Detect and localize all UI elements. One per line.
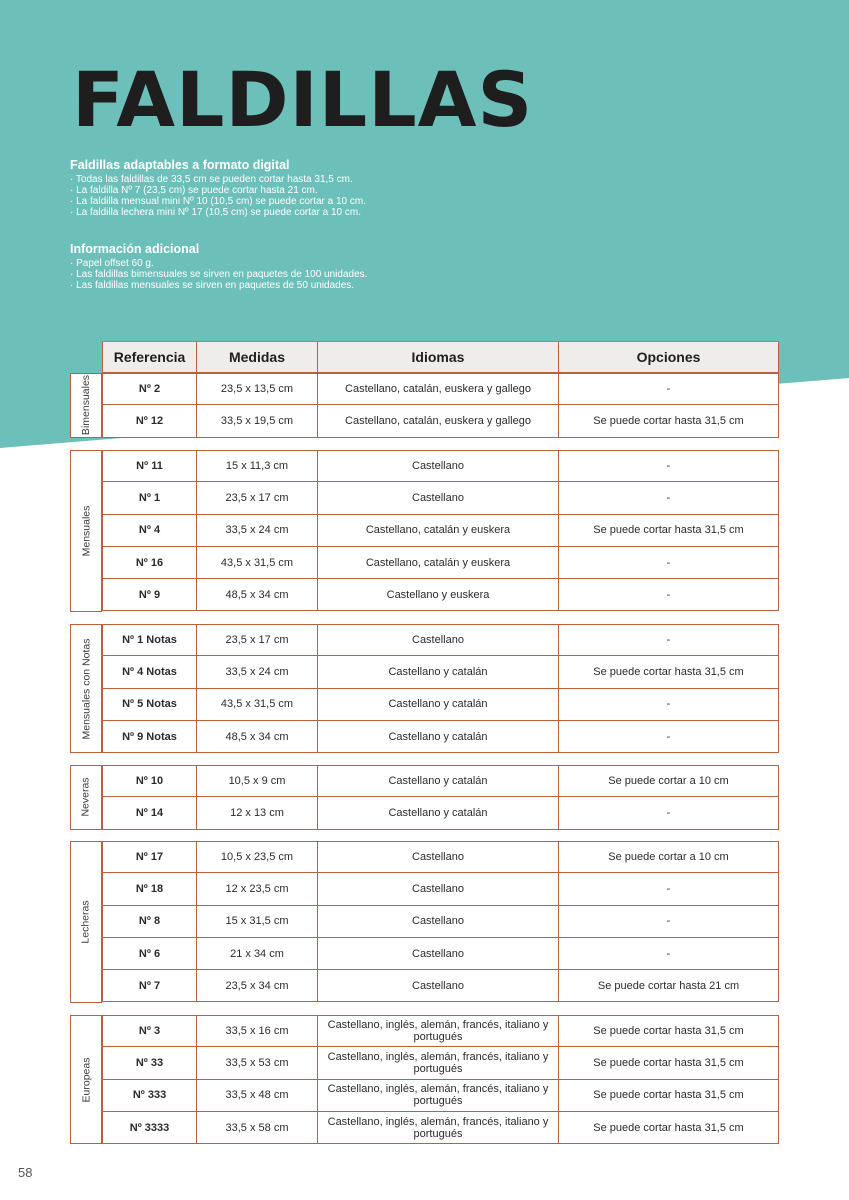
group-rows (102, 765, 779, 830)
info-digital-item: · La faldilla Nº 7 (23,5 cm) se puede cortar hasta 21 cm. (70, 185, 318, 196)
group-label-text: Mensuales con Notas (80, 638, 93, 740)
table-row (102, 450, 779, 482)
cell-medidas: 43,5 x 31,5 cm (196, 547, 317, 578)
cell-medidas: 48,5 x 34 cm (196, 721, 317, 752)
table-row (102, 656, 779, 688)
cell-medidas: 33,5 x 58 cm (196, 1112, 317, 1143)
group-label-text: Lecheras (80, 900, 93, 944)
cell-referencia: Nº 1 (102, 482, 196, 513)
cell-opciones: - (558, 721, 779, 752)
cell-idiomas: Castellano, inglés, alemán, francés, italiano y portugués (317, 1016, 558, 1046)
cell-medidas: 48,5 x 34 cm (196, 579, 317, 610)
cell-idiomas: Castellano, catalán, euskera y gallego (317, 405, 558, 436)
cell-medidas: 23,5 x 17 cm (196, 625, 317, 655)
cell-referencia: Nº 14 (102, 797, 196, 828)
page-number: 58 (18, 1165, 33, 1180)
group-label (70, 624, 102, 753)
table-row (102, 797, 779, 829)
cell-referencia: Nº 1 Notas (102, 625, 196, 655)
cell-idiomas: Castellano y catalán (317, 797, 558, 828)
cell-medidas: 21 x 34 cm (196, 938, 317, 969)
cell-opciones: - (558, 906, 779, 937)
table-row (102, 1015, 779, 1047)
info-digital-item: · Todas las faldillas de 33,5 cm se pueden cortar hasta 31,5 cm. (70, 174, 353, 185)
group-rows (102, 624, 779, 753)
group-label (70, 450, 102, 612)
table-row (102, 873, 779, 905)
cell-medidas: 15 x 31,5 cm (196, 906, 317, 937)
info-additional-item: · Papel offset 60 g. (70, 258, 154, 269)
table-group (70, 450, 779, 612)
table-row (102, 579, 779, 611)
cell-referencia: Nº 10 (102, 766, 196, 796)
table-row (102, 482, 779, 514)
group-rows (102, 841, 779, 1002)
cell-medidas: 33,5 x 16 cm (196, 1016, 317, 1046)
cell-idiomas: Castellano, inglés, alemán, francés, italiano y portugués (317, 1047, 558, 1078)
cell-idiomas: Castellano (317, 906, 558, 937)
cell-opciones: - (558, 938, 779, 969)
cell-medidas: 23,5 x 17 cm (196, 482, 317, 513)
cell-opciones: Se puede cortar hasta 31,5 cm (558, 1047, 779, 1078)
group-label (70, 841, 102, 1003)
cell-referencia: Nº 18 (102, 873, 196, 904)
cell-idiomas: Castellano (317, 482, 558, 513)
cell-medidas: 12 x 23,5 cm (196, 873, 317, 904)
cell-idiomas: Castellano, catalán y euskera (317, 515, 558, 546)
info-digital-heading: Faldillas adaptables a formato digital (70, 158, 290, 172)
cell-medidas: 10,5 x 9 cm (196, 766, 317, 796)
cell-medidas: 10,5 x 23,5 cm (196, 842, 317, 872)
table-row (102, 1112, 779, 1144)
group-label-text: Neveras (80, 777, 93, 817)
cell-idiomas: Castellano y catalán (317, 656, 558, 687)
table-group (70, 1015, 779, 1144)
table-row (102, 938, 779, 970)
cell-opciones: Se puede cortar hasta 31,5 cm (558, 1016, 779, 1046)
table-row (102, 970, 779, 1002)
cell-idiomas: Castellano (317, 625, 558, 655)
group-label-text: Europeas (80, 1057, 93, 1103)
cell-referencia: Nº 6 (102, 938, 196, 969)
table-row (102, 906, 779, 938)
cell-opciones: Se puede cortar hasta 31,5 cm (558, 1112, 779, 1143)
table-group (70, 841, 779, 1003)
cell-idiomas: Castellano, inglés, alemán, francés, italiano y portugués (317, 1080, 558, 1111)
cell-opciones: Se puede cortar a 10 cm (558, 842, 779, 872)
page-title: FALDILLAS (72, 55, 534, 144)
info-additional-section (70, 242, 590, 291)
table-group (70, 765, 779, 830)
group-label (70, 765, 102, 830)
cell-referencia: Nº 3 (102, 1016, 196, 1046)
table-group (70, 624, 779, 753)
cell-referencia: Nº 333 (102, 1080, 196, 1111)
info-additional-list (70, 258, 590, 291)
cell-referencia: Nº 2 (102, 374, 196, 404)
cell-idiomas: Castellano y catalán (317, 689, 558, 720)
cell-medidas: 12 x 13 cm (196, 797, 317, 828)
table-row (102, 624, 779, 656)
info-digital-item: · La faldilla lechera mini Nº 17 (10,5 cm) se puede cortar a 10 cm. (70, 207, 362, 218)
cell-referencia: Nº 12 (102, 405, 196, 436)
cell-medidas: 23,5 x 34 cm (196, 970, 317, 1001)
group-label (70, 1015, 102, 1144)
cell-referencia: Nº 5 Notas (102, 689, 196, 720)
cell-referencia: Nº 8 (102, 906, 196, 937)
cell-medidas: 33,5 x 24 cm (196, 515, 317, 546)
table-row (102, 515, 779, 547)
cell-medidas: 23,5 x 13,5 cm (196, 374, 317, 404)
cell-idiomas: Castellano (317, 842, 558, 872)
cell-idiomas: Castellano, catalán, euskera y gallego (317, 374, 558, 404)
cell-opciones: - (558, 873, 779, 904)
cell-idiomas: Castellano (317, 873, 558, 904)
cell-medidas: 33,5 x 53 cm (196, 1047, 317, 1078)
cell-opciones: Se puede cortar hasta 21 cm (558, 970, 779, 1001)
table-group (70, 373, 779, 438)
table-row (102, 765, 779, 797)
cell-idiomas: Castellano, inglés, alemán, francés, italiano y portugués (317, 1112, 558, 1143)
group-label (70, 373, 102, 438)
cell-idiomas: Castellano y catalán (317, 721, 558, 752)
header-referencia: Referencia (102, 342, 196, 372)
cell-opciones: - (558, 547, 779, 578)
cell-opciones: Se puede cortar a 10 cm (558, 766, 779, 796)
group-rows (102, 1015, 779, 1144)
cell-medidas: 15 x 11,3 cm (196, 451, 317, 481)
header-medidas: Medidas (196, 342, 317, 372)
info-additional-heading: Información adicional (70, 242, 200, 256)
cell-referencia: Nº 9 Notas (102, 721, 196, 752)
table-row (102, 841, 779, 873)
info-additional-item: · Las faldillas mensuales se sirven en paquetes de 50 unidades. (70, 280, 355, 291)
group-rows (102, 450, 779, 611)
cell-idiomas: Castellano, catalán y euskera (317, 547, 558, 578)
cell-referencia: Nº 33 (102, 1047, 196, 1078)
info-digital-list (70, 174, 590, 218)
table-row (102, 721, 779, 753)
cell-opciones: - (558, 451, 779, 481)
table-row (102, 405, 779, 437)
cell-opciones: - (558, 797, 779, 828)
cell-idiomas: Castellano (317, 451, 558, 481)
info-digital-item: · La faldilla mensual mini Nº 10 (10,5 cm) se puede cortar a 10 cm. (70, 196, 367, 207)
group-label-text: Bimensuales (80, 375, 92, 436)
cell-referencia: Nº 9 (102, 579, 196, 610)
cell-referencia: Nº 11 (102, 451, 196, 481)
cell-idiomas: Castellano (317, 938, 558, 969)
cell-referencia: Nº 3333 (102, 1112, 196, 1143)
cell-opciones: Se puede cortar hasta 31,5 cm (558, 405, 779, 436)
cell-medidas: 33,5 x 19,5 cm (196, 405, 317, 436)
cell-idiomas: Castellano y euskera (317, 579, 558, 610)
cell-opciones: - (558, 625, 779, 655)
info-digital-section (70, 158, 590, 218)
info-additional-item: · Las faldillas bimensuales se sirven en paquetes de 100 unidades. (70, 269, 368, 280)
cell-referencia: Nº 4 (102, 515, 196, 546)
table-row (102, 1080, 779, 1112)
cell-referencia: Nº 17 (102, 842, 196, 872)
table-header-row (102, 341, 779, 373)
cell-opciones: - (558, 374, 779, 404)
cell-opciones: Se puede cortar hasta 31,5 cm (558, 656, 779, 687)
cell-opciones: - (558, 689, 779, 720)
cell-opciones: Se puede cortar hasta 31,5 cm (558, 515, 779, 546)
table-row (102, 689, 779, 721)
table-row (102, 373, 779, 405)
cell-opciones: - (558, 482, 779, 513)
group-rows (102, 373, 779, 438)
header-opciones: Opciones (558, 342, 779, 372)
table-row (102, 1047, 779, 1079)
cell-medidas: 43,5 x 31,5 cm (196, 689, 317, 720)
header-idiomas: Idiomas (317, 342, 558, 372)
cell-idiomas: Castellano y catalán (317, 766, 558, 796)
cell-referencia: Nº 7 (102, 970, 196, 1001)
cell-medidas: 33,5 x 48 cm (196, 1080, 317, 1111)
cell-referencia: Nº 4 Notas (102, 656, 196, 687)
cell-opciones: Se puede cortar hasta 31,5 cm (558, 1080, 779, 1111)
cell-opciones: - (558, 579, 779, 610)
group-label-text: Mensuales (80, 505, 92, 557)
table-row (102, 547, 779, 579)
cell-medidas: 33,5 x 24 cm (196, 656, 317, 687)
cell-idiomas: Castellano (317, 970, 558, 1001)
cell-referencia: Nº 16 (102, 547, 196, 578)
